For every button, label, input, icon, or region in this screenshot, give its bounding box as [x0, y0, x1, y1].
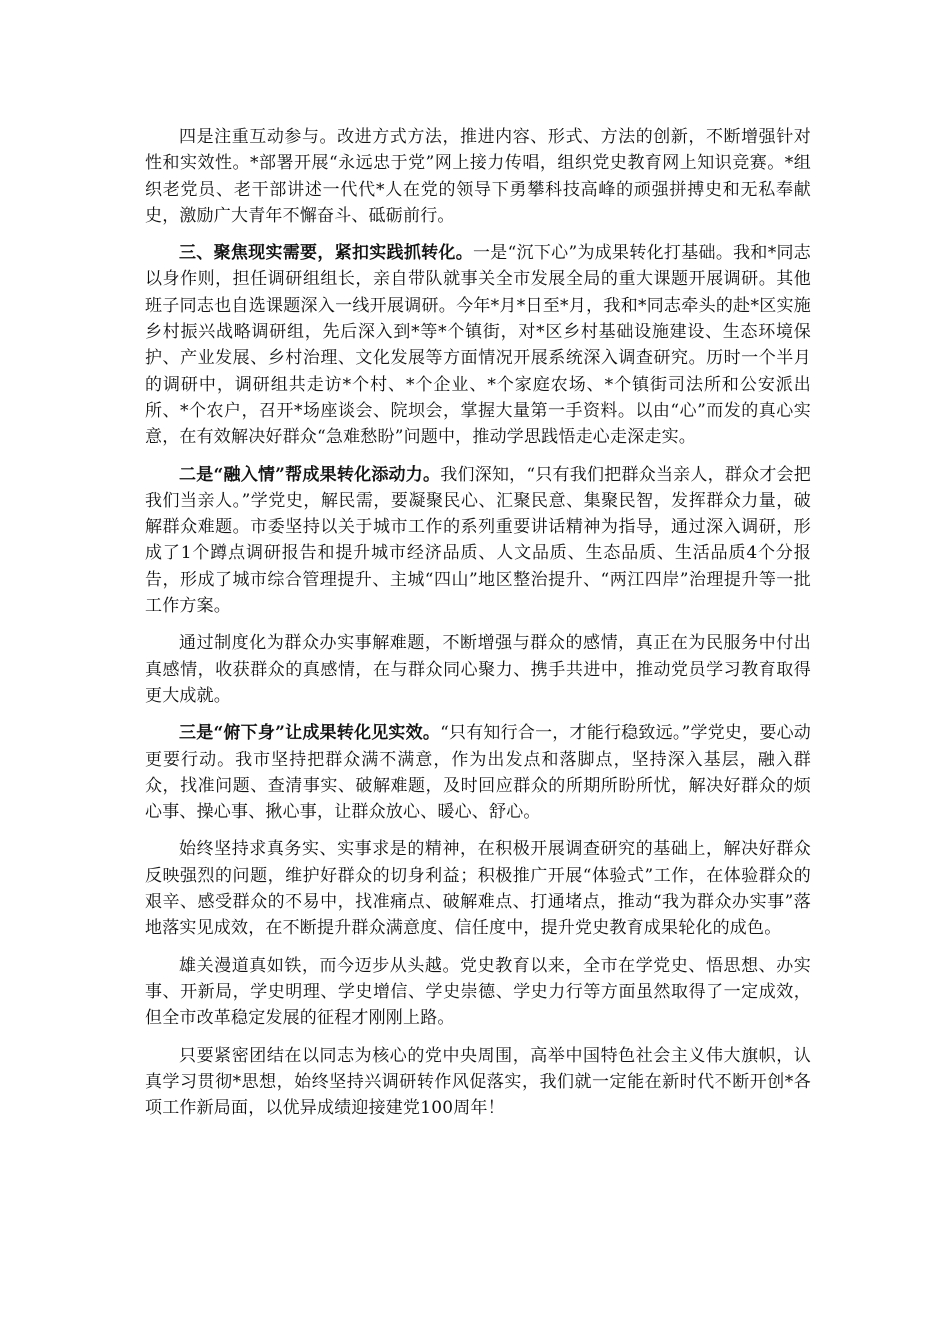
paragraph-lead: 二是“融入情”帮成果转化添动力。	[179, 464, 441, 485]
paragraph-text: 雄关漫道真如铁，而今迈步从头越。党史教育以来，全市在学党史、悟思想、办实事、开新局，学史明理、学史增信、学史崇德、学史力行等方面虽然取得了一定成效，但全市改革稳定发展的征程才刚刚上路。	[145, 955, 811, 1029]
paragraph-8	[145, 1043, 811, 1122]
paragraph-7	[145, 953, 811, 1032]
paragraph-4	[145, 630, 811, 709]
paragraph-text: 四是注重互动参与。改进方式方法，推进内容、形式、方法的创新，不断增强针对性和实效性。*部署开展“永远忠于党”网上接力传唱，组织党史教育网上知识竞赛。*组织老党员、老干部讲述一代代*人在党的领导下勇攀科技高峰的顽强拼搏史和无私奉献史，激励广大青年不懈奋斗、砥砺前行。	[145, 127, 811, 226]
paragraph-text: “只有知行合一，才能行稳致远。”学党史，要心动更要行动。我市坚持把群众满不满意，作为出发点和落脚点，坚持深入基层，融入群众，找准问题、查清事实、破解难题，及时回应群众的所期所盼所忧，解决好群众的烦心事、操心事、揪心事，让群众放心、暖心、舒心。	[145, 723, 811, 823]
paragraph-text: 通过制度化为群众办实事解难题，不断增强与群众的感情，真正在为民服务中付出真感情，收获群众的真感情，在与群众同心聚力、携手共进中，推动党员学习教育取得更大成就。	[145, 633, 811, 706]
document-body	[145, 124, 811, 1132]
paragraph-text: 只要紧密团结在以同志为核心的党中央周围，高举中国特色社会主义伟大旗帜，认真学习贯彻*思想，始终坚持兴调研转作风促落实，我们就一定能在新时代不断开创*各项工作新局面，以优异成绩迎接建党100周年！	[145, 1045, 811, 1119]
paragraph-lead: 三、聚焦现实需要，紧扣实践抓转化。	[179, 243, 474, 264]
paragraph-text: 一是“沉下心”为成果转化打基础。我和*同志以身作则，担任调研组组长，亲自带队就事关全市发展全局的重大课题开展调研。其他班子同志也自选课题深入一线开展调研。今年*月*日至*月，我和*同志牵头的赴*区实施乡村振兴战略调研组，先后深入到*等*个镇街，对*区乡村基础设施建设、生态环境保护、产业发展、乡村治理、文化发展等方面情况开展系统深入调查研究。历时一个半月的调研中，调研组共走访*个村、*个企业、*个家庭农场、*个镇街司法所和公安派出所、*个农户，召开*场座谈会、院坝会，掌握大量第一手资料。以由“心”而发的真心实意，在有效解决好群众“急难愁盼”问题中，推动学思践悟走心走深走实。	[145, 243, 811, 448]
paragraph-5	[145, 720, 811, 825]
paragraph-2	[145, 240, 811, 450]
paragraph-1	[145, 124, 811, 229]
paragraph-text: 始终坚持求真务实、实事求是的精神，在积极开展调查研究的基础上，解决好群众反映强烈的问题，维护好群众的切身利益；积极推广开展“体验式”工作，在体验群众的艰辛、感受群众的不易中，找准痛点、破解难点、打通堵点，推动“我为群众办实事”落地落实见成效，在不断提升群众满意度、信任度中，提升党史教育成果轮化的成色。	[145, 839, 811, 939]
paragraph-lead: 三是“俯下身”让成果转化见实效。	[179, 723, 441, 744]
paragraph-3	[145, 462, 811, 620]
paragraph-text: 我们深知，“只有我们把群众当亲人，群众才会把我们当亲人。”学党史，解民需，要凝聚民心、汇聚民意、集聚民智，发挥群众力量，破解群众难题。市委坚持以关于城市工作的系列重要讲话精神为指导，通过深入调研，形成了1个蹲点调研报告和提升城市经济品质、人文品质、生态品质、生活品质4个分报告，形成了城市综合管理提升、主城“四山”地区整治提升、“两江四岸”治理提升等一批工作方案。	[145, 464, 811, 617]
paragraph-6	[145, 836, 811, 941]
